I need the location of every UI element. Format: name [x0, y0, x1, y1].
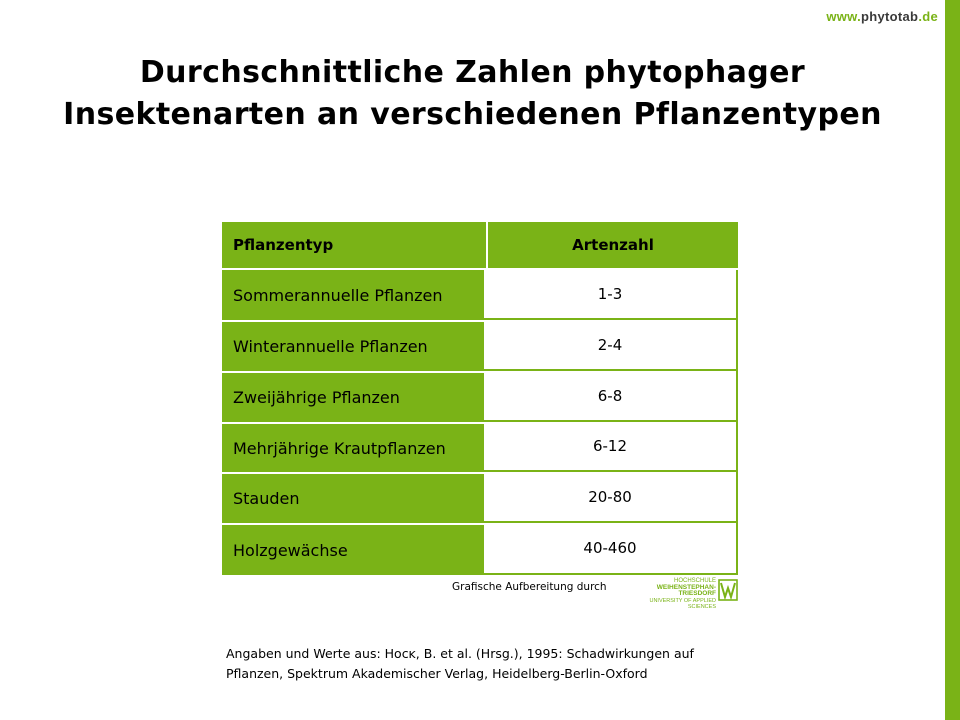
- source-citation: [226, 644, 766, 684]
- row-value-6: 40-460: [484, 523, 738, 575]
- page-title-line2: Insektenarten an verschiedenen Pflanzentypen: [63, 97, 882, 132]
- site-url-prefix: www.: [826, 9, 862, 24]
- hochschule-logo-text: [622, 578, 716, 611]
- hochschule-logo: [622, 578, 740, 610]
- row-value-5: 20-80: [484, 472, 738, 523]
- page-title-line1: Durchschnittliche Zahlen phytophager: [139, 55, 806, 90]
- row-label-1: Sommerannuelle Pflanzen: [222, 270, 484, 320]
- header-pflanzentyp: Pflanzentyp: [222, 222, 486, 268]
- logo-line2: WEIHENSTEPHAN-TRIESDORF: [656, 583, 716, 597]
- site-url[interactable]: [826, 9, 938, 24]
- site-url-name: phytotab: [861, 9, 919, 24]
- row-value-2: 2-4: [484, 320, 738, 371]
- row-label-2: Winterannuelle Pflanzen: [222, 322, 484, 371]
- row-label-4: Mehrjährige Krautpflanzen: [222, 424, 484, 472]
- hochschule-w-logo-icon: [718, 579, 738, 601]
- source-line1: Angaben und Werte aus: Hᴏᴄᴋ, B. et al. (Hrsg.), 1995: Schadwirkungen auf: [226, 646, 694, 661]
- page-title: [0, 52, 945, 136]
- accent-side-bar: [945, 0, 960, 720]
- row-label-5: Stauden: [222, 474, 484, 523]
- row-label-6: Holzgewächse: [222, 525, 484, 575]
- logo-line1: HOCHSCHULE: [673, 578, 716, 584]
- graphic-credit: Grafische Aufbereitung durch: [452, 581, 607, 593]
- logo-line3: UNIVERSITY OF APPLIED SCIENCES: [649, 597, 716, 610]
- row-value-4: 6-12: [484, 422, 738, 472]
- data-table: [222, 222, 738, 575]
- row-label-3: Zweijährige Pflanzen: [222, 373, 484, 422]
- header-artenzahl: Artenzahl: [488, 222, 738, 268]
- row-value-3: 6-8: [484, 371, 738, 422]
- source-line2: Pflanzen, Spektrum Akademischer Verlag, Heidelberg-Berlin-Oxford: [226, 666, 648, 681]
- site-url-suffix: .de: [918, 9, 938, 24]
- row-value-1: 1-3: [484, 270, 738, 320]
